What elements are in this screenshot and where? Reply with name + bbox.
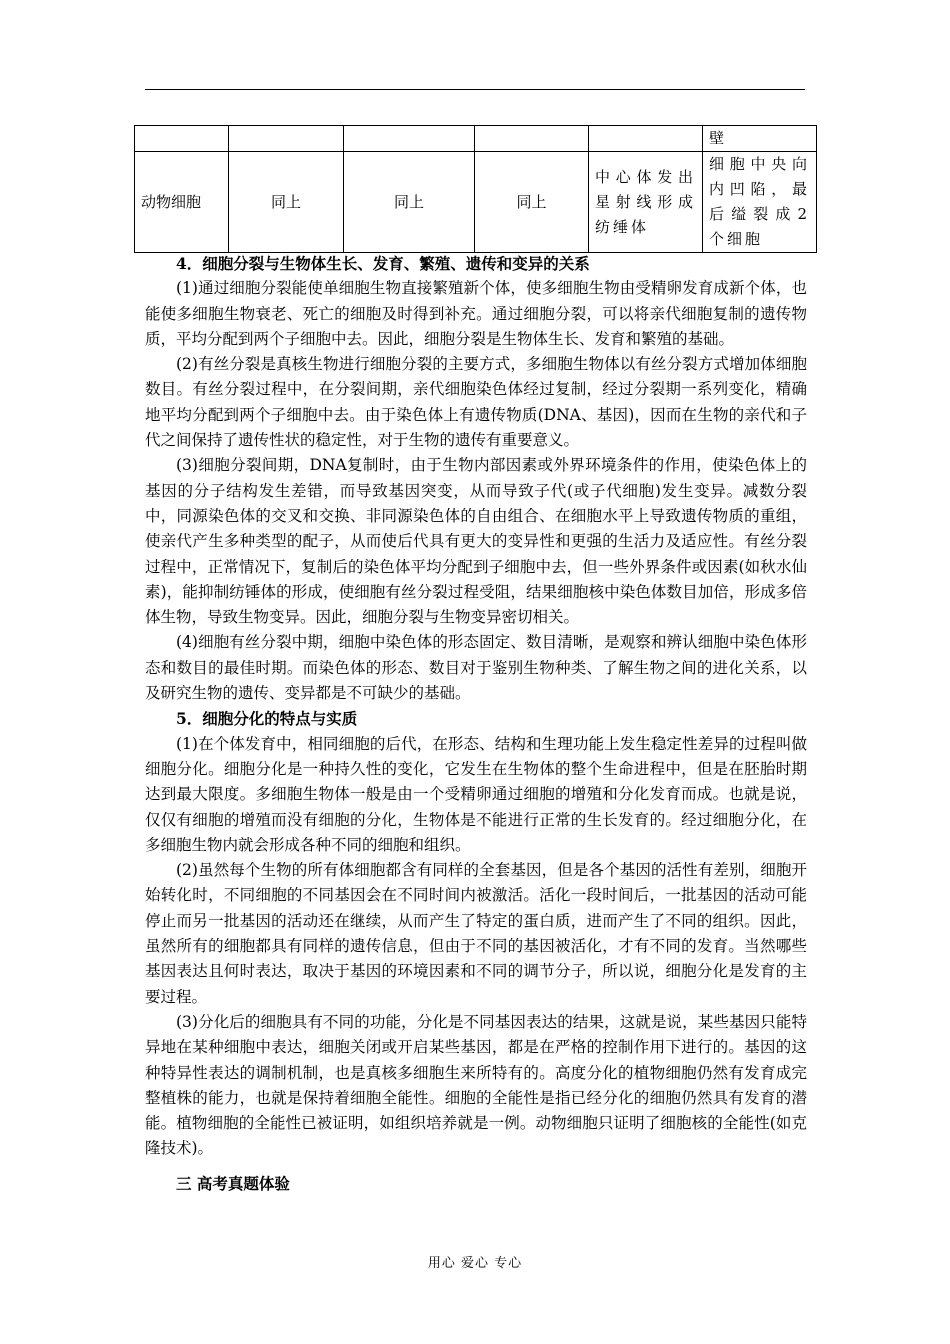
table-cell: 同上 (475, 152, 589, 253)
table-cell: 动物细胞 (135, 152, 229, 253)
table-row (135, 152, 817, 253)
section-3-title: 三 高考真题体验 (176, 1174, 290, 1193)
section-4-heading: 4．细胞分裂与生物体生长、发育、繁殖、遗传和变异的关系 (176, 254, 590, 273)
page-footer: 用心 爱心 专心 (427, 1256, 523, 1271)
table-cell: 细胞中央向内凹陷，最后缢裂成2个细胞 (703, 152, 817, 253)
table-cell (229, 126, 344, 152)
table-cell: 同上 (344, 152, 475, 253)
paragraph: (3)细胞分裂间期，DNA复制时，由于生物内部因素或外界环境条件的作用，使染色体上的基因的分子结构发生差错，而导致基因突变，从而导致子代(或子代细胞)发生变异。减数分裂中，同源染色体的交叉和交换、非同源染色体的自由组合、在细胞水平上导致遗传物质的重组，使亲代产生多种类型的配子，从而使后代具有更大的变异性和更强的生活力及适应性。有丝分裂过程中，正常情况下，复制后的染色体平均分配到子细胞中去，但一些外界条件或因素(如秋水仙素)，能抑制纺锤体的形成，使细胞有丝分裂过程受阻，结果细胞核中染色体数目加倍，形成多倍体生物，导致生物变异。因此，细胞分裂与生物变异密切相关。 (145, 456, 807, 627)
table-cell (135, 126, 229, 152)
paragraph: (4)细胞有丝分裂中期，细胞中染色体的形态固定、数目清晰，是观察和辨认细胞中染色体形态和数目的最佳时期。而染色体的形态、数目对于鉴别生物种类、了解生物之间的进化关系，以及研究生物的遗传、变异都是不可缺少的基础。 (145, 633, 807, 703)
table-cell (475, 126, 589, 152)
paragraph: (3)分化后的细胞具有不同的功能，分化是不同基因表达的结果，这就是说，某些基因只能特异地在某种细胞中表达，细胞关闭或开启某些基因，都是在严格的控制作用下进行的。基因的这种特异性表达的调制机制，也是真核多细胞生来所特有的。高度分化的植物细胞仍然有发育成完整植株的能力，也就是保持着细胞全能性。细胞的全能性是指已经分化的细胞仍然具有发育的潜能。植物细胞的全能性已被证明，如组织培养就是一例。动物细胞只证明了细胞核的全能性(如克隆技术)。 (145, 1012, 807, 1158)
body-text (145, 251, 807, 1162)
table-cell: 壁 (703, 126, 817, 152)
paragraph: (1)在个体发育中，相同细胞的后代，在形态、结构和生理功能上发生稳定性差异的过程叫做细胞分化。细胞分化是一种持久性的变化，它发生在生物体的整个生命进程中，但是在胚胎时期达到最大限度。多细胞生物体一般是由一个受精卵通过细胞的增殖和分化发育而成。也就是说，仅仅有细胞的增殖而没有细胞的分化，生物体是不能进行正常的生长发育的。经过细胞分化，在多细胞生物内就会形成各种不同的细胞和组织。 (145, 734, 807, 854)
table-cell (344, 126, 475, 152)
table-cell (589, 126, 703, 152)
section-5-heading: 5．细胞分化的特点与实质 (176, 709, 358, 729)
paragraph: (2)虽然每个生物的所有体细胞都含有同样的全套基因，但是各个基因的活性有差别，细胞开始转化时，不同细胞的不同基因会在不同时间内被激活。活化一段时间后，一批基因的活动可能停止而另一批基因的活动还在继续，从而产生了特定的蛋白质，进而产生了不同的组织。因此，虽然所有的细胞都具有同样的遗传信息，但由于不同的基因被活化，才有不同的发育。当然哪些基因表达且何时表达，取决于基因的环境因素和不同的调节分子，所以说，细胞分化是发育的主要过程。 (145, 861, 807, 1006)
comparison-table (134, 125, 817, 253)
table-cell: 中心体发出星射线形成纺缍体 (589, 152, 703, 253)
paragraph: (2)有丝分裂是真核生物进行细胞分裂的主要方式，多细胞生物体以有丝分裂方式增加体细胞数目。有丝分裂过程中，在分裂间期，亲代细胞染色体经过复制，经过分裂期一系列变化，精确地平均分配到两个子细胞中去。由于染色体上有遗传物质(DNA、基因)，因而在生物的亲代和子代之间保持了遗传性状的稳定性，对于生物的遗传有重要意义。 (145, 355, 807, 450)
table-row (135, 126, 817, 152)
header-rule (145, 89, 805, 90)
paragraph: (1)通过细胞分裂能使单细胞生物直接繁殖新个体，使多细胞生物由受精卵发育成新个体，也能使多细胞生物衰老、死亡的细胞及时得到补充。通过细胞分裂，可以将亲代细胞复制的遗传物质，平均分配到两个子细胞中去。因此，细胞分裂是生物体生长、发育和繁殖的基础。 (145, 279, 807, 348)
table-cell: 同上 (229, 152, 344, 253)
